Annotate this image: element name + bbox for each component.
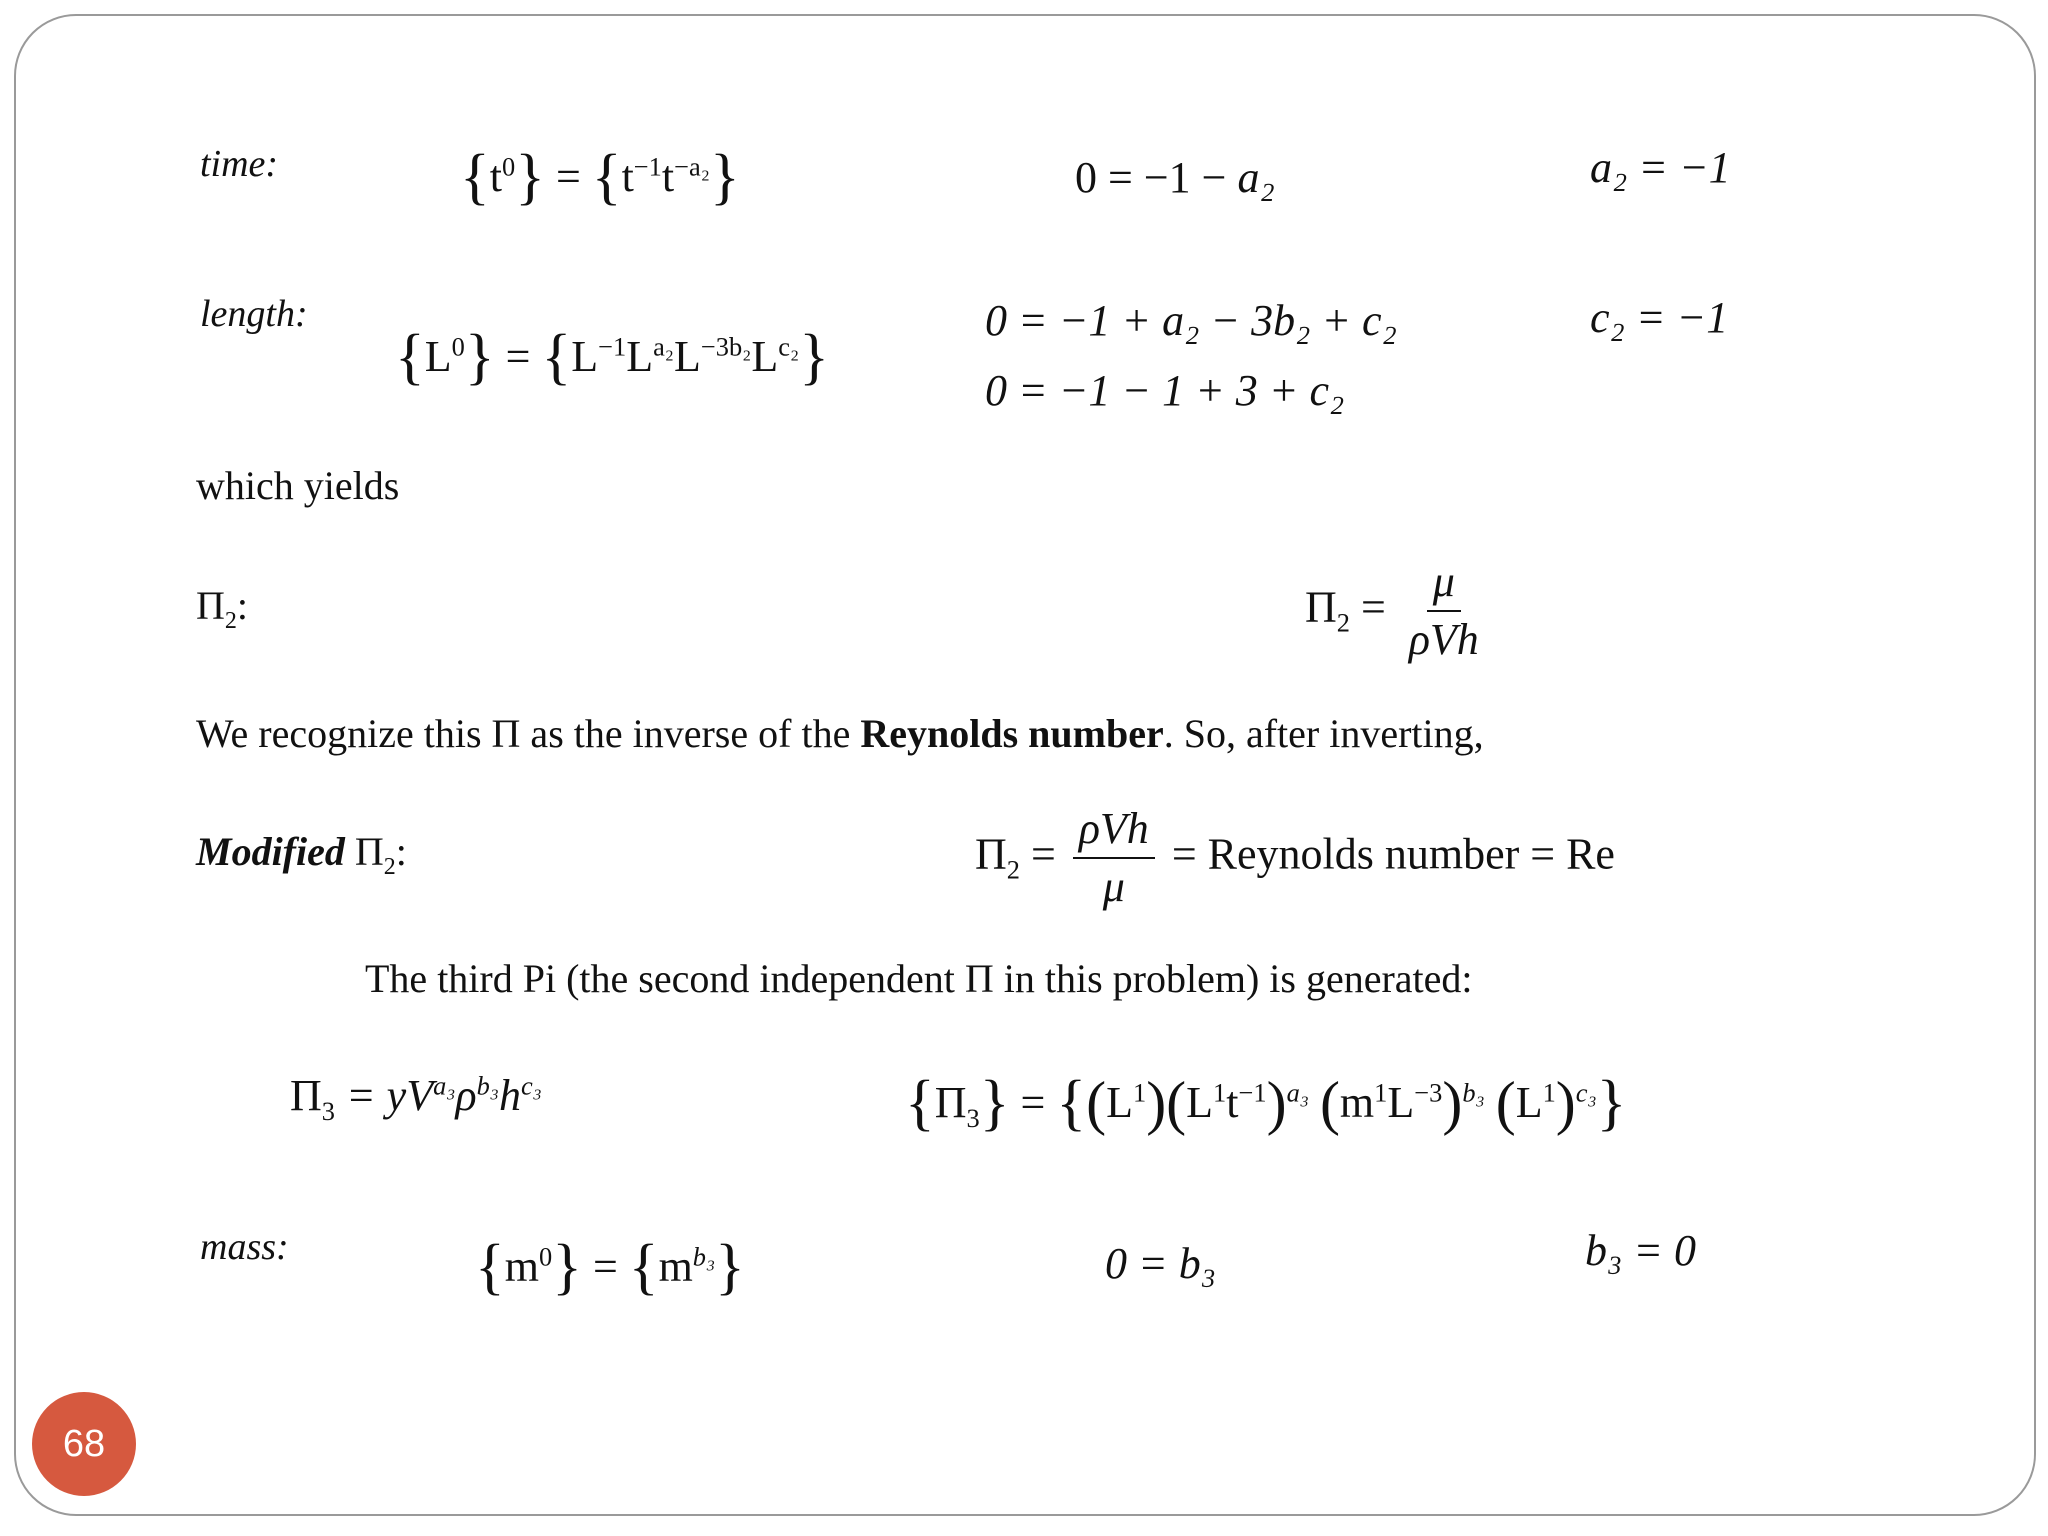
pi3-definition: $\Pi_3 = yV^{a_3}\rho^{b_3}h^{c_3}$ <box>290 1070 542 1126</box>
pi2-label: $\Pi_2$: <box>196 583 249 634</box>
length-result: c₂ = −1 <box>1590 293 1729 342</box>
length-relation-2: 0 = −1 − 1 + 3 + c₂ <box>985 366 1345 415</box>
length-label: length: <box>200 293 308 335</box>
modified-pi2-fraction: $\frac{\text{ρVh}}{\mu}$ <box>1073 805 1155 912</box>
pi2-fraction: $\frac{\mu}{\text{ρVh}}$ <box>1408 557 1479 665</box>
pi2-equation: $\Pi_2$ = $\frac{\mu}{\text{ρVh}}$ <box>1305 558 1491 665</box>
length-dimension-equation: $\{L^0\} = \{L^{-1}L^{a_2}L^{-3b_2}L^{c_2}\}$ <box>395 323 829 391</box>
mass-relation: 0 = b₃ <box>1105 1239 1216 1288</box>
modified-pi2-equation: $\Pi_2$ = $\frac{\text{ρVh}}{\mu}$ = Reynolds number = Re <box>975 804 1615 912</box>
time-dimension-equation: $\{t^0\} = \{t^{-1}t^{-a_2}\}$ <box>460 143 740 211</box>
time-label: time: <box>200 143 279 185</box>
pi3-dimension-equation: $\{\Pi_3\} = \{(L^1)(L^1t^{-1})^{a_3}$ $(m^1L^{-3})^{b_3}$ $(L^1)^{c_3}$} <box>905 1069 1627 1137</box>
third-pi-text: The third Pi (the second independent Π in this problem) is generated: <box>365 956 1473 1001</box>
modified-pi2-label: Modified $\Pi_2$: <box>196 829 407 880</box>
time-result: a₂ = −1 <box>1590 143 1731 192</box>
mass-label: mass: <box>200 1226 289 1268</box>
time-relation: 0 = −1 − a₂ <box>1075 153 1275 202</box>
slide-number-badge: 68 <box>32 1392 136 1496</box>
which-yields-text: which yields <box>196 463 400 508</box>
mass-dimension-equation: $\{m^0\} = \{m^{b_3}\}$ <box>475 1233 745 1301</box>
length-relation-1: 0 = −1 + a₂ − 3b₂ + c₂ <box>985 296 1397 345</box>
reynolds-sentence: We recognize this Π as the inverse of the Reynolds number. So, after inverting, <box>196 711 1484 756</box>
mass-result: b₃ = 0 <box>1585 1226 1696 1275</box>
